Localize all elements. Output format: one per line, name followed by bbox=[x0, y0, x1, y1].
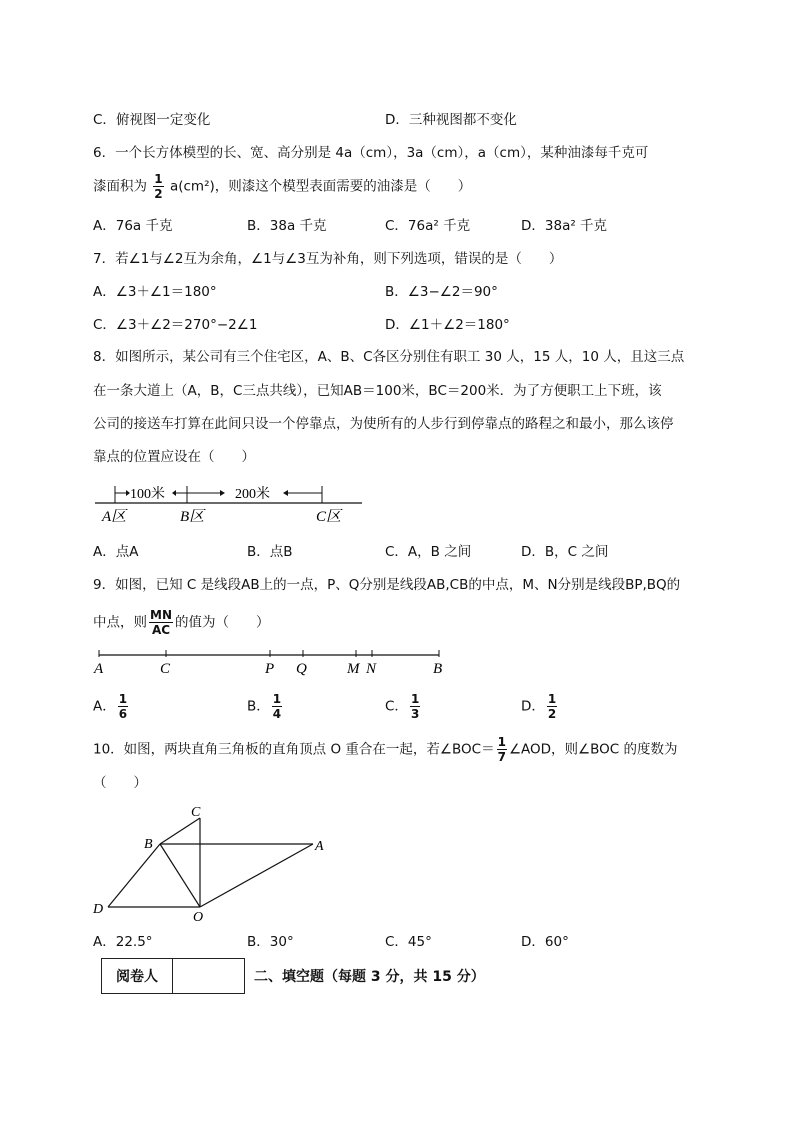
q10-option-a: A．22.5° bbox=[93, 934, 153, 950]
q8-stem-line3: 公司的接送车打算在此间只设一个停靠点，为使所有的人步行到停靠点的路程之和最小，那么该停 bbox=[93, 416, 674, 432]
arrowhead-bc-left bbox=[220, 490, 225, 496]
q8-option-b: B．点B bbox=[247, 544, 293, 560]
q9-option-a bbox=[93, 692, 130, 721]
section-title: 二、填空题（每题 3 分，共 15 分） bbox=[254, 969, 485, 985]
q9-frac-num: MN bbox=[150, 608, 172, 622]
q9-option-a-label: A． bbox=[93, 698, 116, 715]
label-b: B bbox=[433, 661, 443, 677]
segment-bd bbox=[108, 844, 160, 907]
q6-frac-den: 2 bbox=[154, 187, 163, 201]
label-o: O bbox=[193, 910, 204, 925]
q9-option-a-frac bbox=[118, 692, 128, 721]
q6-stem-line1: 6．一个长方体模型的长、宽、高分别是 4a（cm），3a（cm），a（cm），某种油漆每千克可 bbox=[93, 145, 649, 161]
q9-option-d-label: D． bbox=[521, 698, 545, 715]
q6-frac-num: 1 bbox=[154, 172, 163, 186]
q9-option-c bbox=[385, 692, 422, 721]
q9-stem-post: 的值为（ ） bbox=[174, 614, 270, 631]
label-q: Q bbox=[296, 661, 307, 677]
q8-option-c: C．A，B 之间 bbox=[385, 544, 472, 560]
q10-stem-post: ∠AOD，则∠BOC 的度数为 bbox=[508, 741, 678, 758]
label-ab: 100米 bbox=[130, 487, 165, 502]
segment-cb bbox=[160, 818, 200, 844]
q8-figure bbox=[90, 478, 370, 528]
q7-option-d: D．∠1＋∠2＝180° bbox=[385, 317, 510, 333]
label-a: A bbox=[315, 839, 324, 854]
q6-stem-line2 bbox=[93, 172, 471, 201]
q9-figure bbox=[88, 645, 448, 680]
q9-option-b-num: 1 bbox=[272, 692, 282, 706]
q9-fraction bbox=[149, 608, 173, 637]
label-zone-b: B区 bbox=[180, 509, 205, 525]
q8-stem-line4: 靠点的位置应设在（ ） bbox=[93, 449, 255, 465]
q7-option-c: C．∠3＋∠2＝270°−2∠1 bbox=[93, 317, 258, 333]
label-d: D bbox=[93, 902, 104, 917]
q9-option-c-frac bbox=[410, 692, 420, 721]
q6-option-d: D．38a² 千克 bbox=[521, 218, 608, 234]
q9-option-b-frac bbox=[272, 692, 282, 721]
q9-option-d-den: 2 bbox=[547, 707, 557, 721]
q10-stem-line1 bbox=[93, 735, 678, 764]
label-bc: 200米 bbox=[235, 487, 270, 502]
q9-frac-den: AC bbox=[151, 623, 171, 637]
q10-figure bbox=[88, 800, 338, 925]
label-zone-c: C区 bbox=[316, 509, 342, 525]
q9-option-c-label: C． bbox=[385, 698, 408, 715]
q6-fraction bbox=[153, 172, 163, 201]
label-m: M bbox=[347, 661, 360, 677]
q10-fraction bbox=[497, 735, 507, 764]
q9-stem-line1: 9．如图，已知 C 是线段AB上的一点，P、Q分别是线段AB,CB的中点，M、N分别是线段BP,BQ的 bbox=[93, 577, 681, 593]
q10-option-c: C．45° bbox=[385, 934, 432, 950]
q10-option-b: B．30° bbox=[247, 934, 294, 950]
label-c: C bbox=[191, 805, 201, 820]
label-b: B bbox=[144, 837, 153, 852]
label-c: C bbox=[160, 661, 171, 677]
q6-option-b: B．38a 千克 bbox=[247, 218, 327, 234]
q8-option-a: A．点A bbox=[93, 544, 139, 560]
q7-option-a: A．∠3＋∠1＝180° bbox=[93, 284, 217, 300]
q10-stem-line2: （ ） bbox=[93, 775, 147, 791]
q10-frac-num: 1 bbox=[497, 735, 506, 749]
q10-frac-den: 7 bbox=[497, 750, 506, 764]
arrowhead-bc-right bbox=[283, 490, 288, 496]
q6-option-a: A．76a 千克 bbox=[93, 218, 173, 234]
q5-option-d: D．三种视图都不变化 bbox=[385, 112, 517, 128]
q8-option-d: D．B，C 之间 bbox=[521, 544, 609, 560]
q9-option-b-den: 4 bbox=[272, 707, 282, 721]
q9-option-c-num: 1 bbox=[410, 692, 420, 706]
q7-stem: 7．若∠1与∠2互为余角，∠1与∠3互为补角，则下列选项，错误的是（ ） bbox=[93, 251, 563, 267]
q9-option-c-den: 3 bbox=[410, 707, 420, 721]
reviewer-box bbox=[101, 958, 245, 994]
q9-option-b bbox=[247, 692, 284, 721]
label-a: A bbox=[94, 661, 104, 677]
arrowhead-ab-right bbox=[172, 490, 176, 496]
q6-stem-pre: 漆面积为 bbox=[93, 178, 147, 195]
label-n: N bbox=[366, 661, 377, 677]
q9-option-b-label: B． bbox=[247, 698, 270, 715]
q9-option-a-den: 6 bbox=[118, 707, 128, 721]
q9-option-d-frac bbox=[547, 692, 557, 721]
label-zone-a: A区 bbox=[102, 509, 127, 525]
q7-option-b: B．∠3−∠2＝90° bbox=[385, 284, 498, 300]
q10-stem-pre: 10．如图，两块直角三角板的直角顶点 O 重合在一起，若∠BOC＝ bbox=[93, 741, 495, 758]
q9-stem-pre: 中点，则 bbox=[93, 614, 147, 631]
q6-stem-unit: a(cm²)，则漆这个模型表面需要的油漆是（ ） bbox=[169, 178, 472, 195]
q9-option-a-num: 1 bbox=[118, 692, 128, 706]
q10-option-d: D．60° bbox=[521, 934, 569, 950]
segment-ob bbox=[160, 844, 200, 907]
q8-stem-line2: 在一条大道上（A，B，C三点共线），已知AB＝100米，BC＝200米．为了方便职工上下班，该 bbox=[93, 383, 662, 399]
q9-option-d-num: 1 bbox=[547, 692, 557, 706]
q5-option-c: C．俯视图一定变化 bbox=[93, 112, 211, 128]
label-p: P bbox=[265, 661, 275, 677]
segment-oa bbox=[200, 844, 313, 907]
reviewer-label: 阅卷人 bbox=[102, 959, 173, 993]
q9-option-d bbox=[521, 692, 559, 721]
q8-stem-line1: 8．如图所示，某公司有三个住宅区，A、B、C各区分别住有职工 30 人，15 人，10 人，且这三点 bbox=[93, 349, 685, 365]
q9-stem-line2 bbox=[93, 608, 269, 637]
q6-option-c: C．76a² 千克 bbox=[385, 218, 471, 234]
